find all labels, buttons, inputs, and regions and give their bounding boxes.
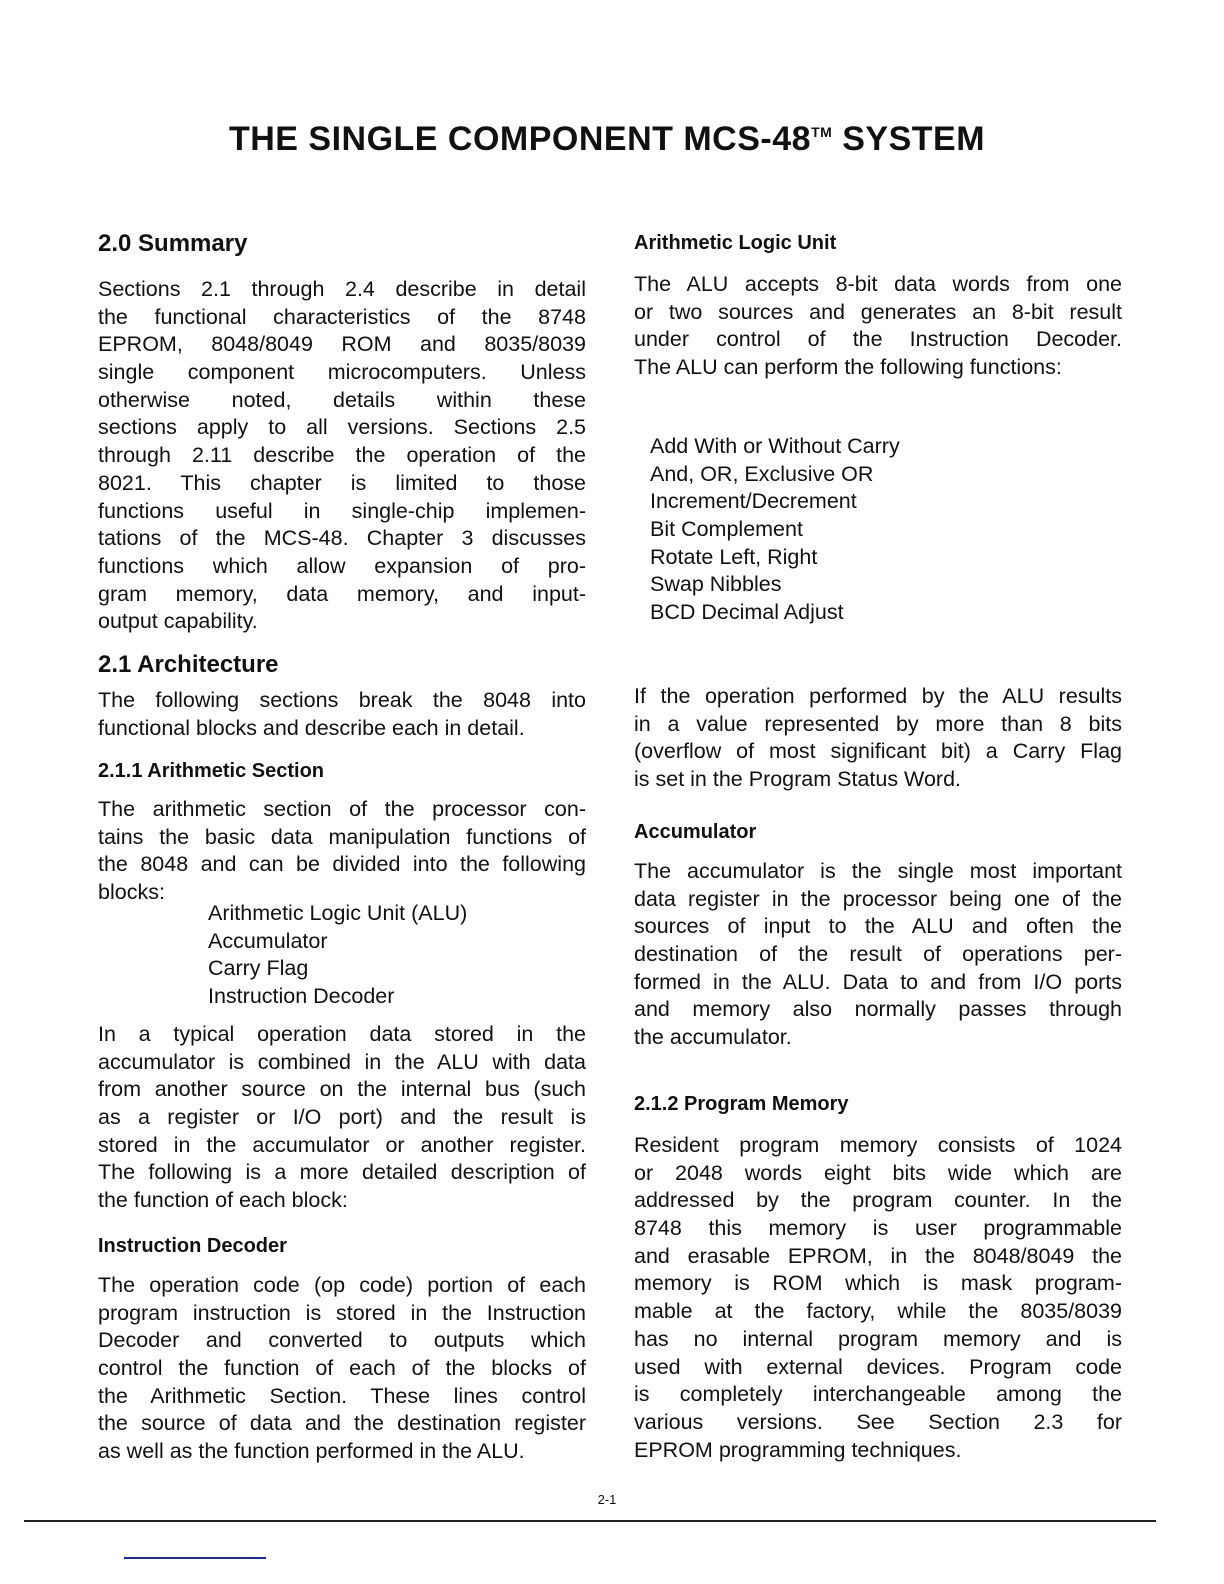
program-memory-paragraph bbox=[634, 1132, 1122, 1464]
text-line: The following is a more detailed description of bbox=[98, 1160, 586, 1185]
text-line: or 2048 words eight bits wide which are bbox=[634, 1160, 1122, 1185]
text-line: in a value represented by more than 8 bits bbox=[634, 711, 1122, 736]
list-item: Bit Complement bbox=[650, 517, 803, 542]
list-item: Increment/Decrement bbox=[650, 489, 857, 514]
alu-functions-list bbox=[650, 433, 900, 627]
text-line: tains the basic data manipulation functions of bbox=[98, 824, 586, 849]
text-line: EPROM, 8048/8049 ROM and 8035/8039 bbox=[98, 332, 586, 357]
text-line: the functional characteristics of the 8748 bbox=[98, 304, 586, 329]
text-line: Sections 2.1 through 2.4 describe in detail bbox=[98, 277, 586, 301]
text-line: as a register or I/O port) and the result is bbox=[98, 1105, 586, 1130]
list-item: Swap Nibbles bbox=[650, 572, 782, 597]
text-line: used with external devices. Program code bbox=[634, 1354, 1122, 1379]
list-item: Carry Flag bbox=[208, 956, 309, 981]
text-line: otherwise noted, details within these bbox=[98, 387, 586, 412]
text-line: addressed by the program counter. In the bbox=[634, 1188, 1122, 1213]
text-line: and erasable EPROM, in the 8048/8049 the bbox=[634, 1243, 1122, 1268]
text-line: through 2.11 describe the operation of the bbox=[98, 443, 586, 468]
text-line: or two sources and generates an 8-bit result bbox=[634, 299, 1122, 324]
text-line: the function of each block: bbox=[98, 1188, 348, 1213]
text-line: program instruction is stored in the Instruction bbox=[98, 1300, 586, 1325]
subsection-heading-program-memory: 2.1.2 Program Memory bbox=[634, 1093, 849, 1115]
list-item: Accumulator bbox=[208, 928, 328, 953]
text-line: the Arithmetic Section. These lines control bbox=[98, 1383, 586, 1408]
accumulator-paragraph bbox=[634, 858, 1122, 1052]
trademark: TM bbox=[811, 124, 833, 140]
text-line: control the function of each of the blocks of bbox=[98, 1356, 586, 1381]
text-line: blocks: bbox=[98, 880, 165, 905]
instruction-decoder-paragraph bbox=[98, 1272, 586, 1466]
list-item: Rotate Left, Right bbox=[650, 544, 818, 569]
text-line: gram memory, data memory, and input- bbox=[98, 581, 586, 606]
text-line: functional blocks and describe each in detail. bbox=[98, 715, 525, 740]
page-title: THE SINGLE COMPONENT MCS-48™ SYSTEM bbox=[228, 120, 986, 158]
section-heading-architecture: 2.1 Architecture bbox=[98, 651, 279, 678]
text-line: sections apply to all versions. Sections 2.5 bbox=[98, 415, 586, 440]
text-line: output capability. bbox=[98, 609, 258, 634]
text-line: is completely interchangeable among the bbox=[634, 1382, 1122, 1407]
text-line: The following sections break the 8048 into bbox=[98, 688, 586, 712]
alu-paragraph bbox=[634, 271, 1122, 382]
subsection-heading-alu: Arithmetic Logic Unit bbox=[634, 232, 837, 254]
text-line: the accumulator. bbox=[634, 1025, 792, 1050]
text-line: the 8048 and can be divided into the following bbox=[98, 852, 586, 877]
page-number: 2-1 bbox=[597, 1492, 617, 1507]
text-line: as well as the function performed in the ALU. bbox=[98, 1439, 525, 1464]
text-line: sources of input to the ALU and often the bbox=[634, 914, 1122, 939]
text-line: tations of the MCS-48. Chapter 3 discusses bbox=[98, 526, 586, 551]
text-line: (overflow of most significant bit) a Carry Flag bbox=[634, 739, 1122, 764]
text-line: stored in the accumulator or another register. bbox=[98, 1132, 586, 1157]
list-item: And, OR, Exclusive OR bbox=[650, 461, 874, 486]
list-item: Arithmetic Logic Unit (ALU) bbox=[208, 901, 468, 925]
carry-paragraph bbox=[634, 683, 1122, 794]
list-item: Add With or Without Carry bbox=[650, 434, 900, 458]
text-line: various versions. See Section 2.3 for bbox=[634, 1409, 1122, 1434]
arithmetic-paragraph bbox=[98, 796, 586, 907]
text-line: accumulator is combined in the ALU with data bbox=[98, 1049, 586, 1074]
text-line: EPROM programming techniques. bbox=[634, 1437, 962, 1462]
summary-paragraph bbox=[98, 276, 586, 636]
subsection-heading-arithmetic: 2.1.1 Arithmetic Section bbox=[98, 760, 324, 782]
text-line: is set in the Program Status Word. bbox=[634, 767, 962, 792]
text-line: The arithmetic section of the processor con- bbox=[98, 797, 586, 821]
text-line: formed in the ALU. Data to and from I/O ports bbox=[634, 969, 1122, 994]
text-line: The operation code (op code) portion of each bbox=[98, 1273, 586, 1297]
text-line: the source of data and the destination register bbox=[98, 1411, 586, 1436]
text-line: destination of the result of operations per- bbox=[634, 942, 1122, 967]
list-item: Instruction Decoder bbox=[208, 984, 395, 1009]
subsection-heading-accumulator: Accumulator bbox=[634, 821, 757, 843]
arithmetic-blocks-list bbox=[208, 900, 467, 1011]
text-line: In a typical operation data stored in the bbox=[98, 1022, 586, 1046]
text-line: single component microcomputers. Unless bbox=[98, 360, 586, 385]
text-line: and memory also normally passes through bbox=[634, 997, 1122, 1022]
text-line: The accumulator is the single most important bbox=[634, 859, 1122, 883]
section-heading-summary: 2.0 Summary bbox=[98, 230, 248, 257]
text-line: The ALU accepts 8-bit data words from one bbox=[634, 272, 1122, 296]
text-line: under control of the Instruction Decoder. bbox=[634, 327, 1122, 352]
typical-operation-paragraph bbox=[98, 1021, 586, 1215]
text-line: 8021. This chapter is limited to those bbox=[98, 470, 586, 495]
text-line: memory is ROM which is mask program- bbox=[634, 1271, 1122, 1296]
list-item: BCD Decimal Adjust bbox=[650, 600, 844, 625]
text-line: functions which allow expansion of pro- bbox=[98, 553, 586, 578]
text-line: Decoder and converted to outputs which bbox=[98, 1328, 586, 1353]
text-line: mable at the factory, while the 8035/8039 bbox=[634, 1299, 1122, 1324]
text-line: functions useful in single-chip implemen- bbox=[98, 498, 586, 523]
text-line: has no internal program memory and is bbox=[634, 1326, 1122, 1351]
architecture-paragraph bbox=[98, 687, 586, 742]
text-line: The ALU can perform the following functions: bbox=[634, 355, 1062, 380]
footer-divider bbox=[24, 1520, 1156, 1522]
text-line: from another source on the internal bus (such bbox=[98, 1077, 586, 1102]
text-line: If the operation performed by the ALU results bbox=[634, 684, 1122, 708]
subsection-heading-instruction-decoder: Instruction Decoder bbox=[98, 1235, 287, 1257]
blue-underline-mark bbox=[124, 1557, 266, 1559]
text-line: data register in the processor being one of the bbox=[634, 886, 1122, 911]
text-line: Resident program memory consists of 1024 bbox=[634, 1133, 1122, 1157]
text-line: 8748 this memory is user programmable bbox=[634, 1216, 1122, 1241]
